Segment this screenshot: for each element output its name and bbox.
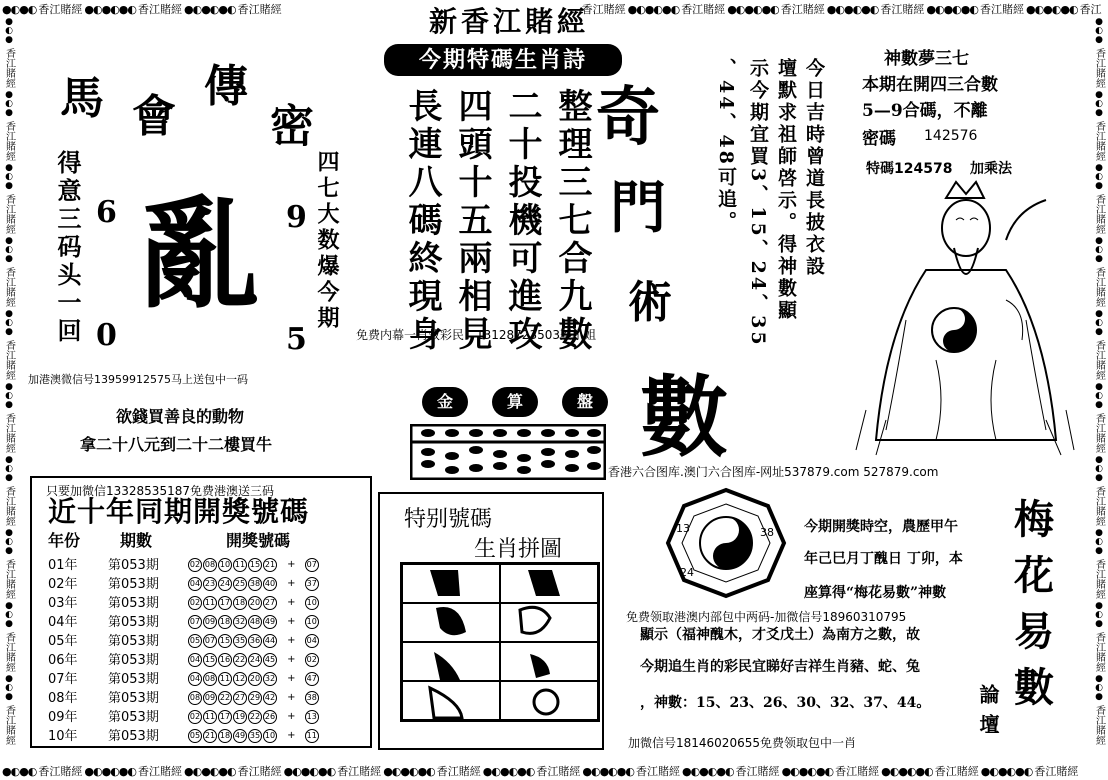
number-left-bottom: 0: [96, 318, 117, 353]
side-char-shu: 術: [628, 277, 672, 328]
row-balls: [184, 630, 324, 649]
meihua-text5: 今期追生肖的彩民宜睇好吉祥生肖豬、蛇、兔: [640, 659, 920, 675]
row-period: 第053期: [108, 710, 159, 725]
meihua-text6: ，神數：15、23、26、30、32、37、44。: [640, 695, 931, 711]
number-ball: 35: [248, 729, 262, 743]
number-ball: 15: [248, 558, 262, 572]
number-ball: 49: [263, 615, 277, 629]
calli-char-hui: 會: [132, 91, 176, 142]
border-label: 香江賭經: [1093, 705, 1105, 745]
number-ball: 44: [263, 634, 277, 648]
border-label: 香江賭經: [780, 3, 825, 16]
abacus-label-row: [410, 382, 620, 422]
plus-sign: +: [284, 653, 299, 665]
calli-char-chuan: 傳: [204, 61, 248, 112]
top-border: ●◐●◐ 香江賭經 ●◐●◐●◐ 香江賭經 ●◐●◐●◐ 香江賭經 香江賭經 ●◐●◐●◐ 香江賭經 ●◐●◐●◐ 香江賭經 ●◐●◐●◐ 香江賭經 ●◐●◐●◐ 香江賭經 ●◐●◐●◐ 香江: [2, 2, 1102, 16]
table-row: [44, 554, 324, 573]
border-label: 香江賭經: [138, 3, 182, 16]
border-label: 香江賭經: [1093, 121, 1105, 161]
row-balls: [184, 668, 324, 687]
number-ball: 04: [188, 577, 202, 591]
number-ball: 32: [233, 615, 247, 629]
number-right-top: 9: [286, 200, 307, 235]
number-ball: 07: [203, 634, 217, 648]
plus-sign: +: [284, 596, 299, 608]
plus-sign: +: [284, 558, 299, 570]
row-year: 03年: [48, 596, 78, 611]
border-label: 香江賭經: [835, 765, 880, 778]
message-column-1: 今日吉時曾道長披衣設: [803, 58, 825, 278]
row-year: 09年: [48, 710, 78, 725]
border-label: 香江賭經: [3, 194, 15, 234]
number-ball: 23: [203, 577, 217, 591]
poem-column-3: 四頭十五兩相見: [452, 88, 492, 354]
page-title: 新香江賭經: [428, 5, 589, 38]
number-ball: 18: [218, 729, 232, 743]
number-ball: 18: [218, 615, 232, 629]
bagua-diagram: [664, 486, 788, 600]
number-ball: 02: [188, 710, 202, 724]
number-ball: 10: [218, 558, 232, 572]
message-column-4: 、44、48可追。: [715, 58, 737, 233]
lottery-table: [44, 554, 324, 744]
border-label: 香江賭經: [3, 267, 15, 307]
right-border: ● ◐ ● 香江賭經 ● ◐ ● 香江賭經 ● ◐ ● 香江賭經 ● ◐ ● 香江賭經 ● ◐ ● 香江賭經 ● ◐ ● 香江賭經 ● ◐ ● 香江賭經 ● ◐ ● 香江賭經 ● ◐ ● 香江賭經 ● ◐ ● 香江賭經: [1093, 18, 1105, 745]
border-label: 香江賭經: [237, 3, 282, 16]
number-ball: 08: [203, 672, 217, 686]
poem-column-4: 長連八碼終現身: [402, 88, 442, 354]
number-ball: 27: [233, 691, 247, 705]
table-row: [44, 649, 324, 668]
number-ball: 15: [218, 634, 232, 648]
border-label: 香江賭經: [1093, 267, 1105, 307]
lottery-contact-text: 只要加微信13328535187免费港澳送三码: [46, 484, 274, 498]
row-balls: [184, 592, 324, 611]
border-label: 香江賭經: [3, 340, 15, 380]
bagua-number: 13: [676, 522, 690, 535]
border-label: 香江賭經: [735, 765, 780, 778]
number-ball: 08: [203, 558, 217, 572]
number-ball: 04: [188, 653, 202, 667]
right-vertical-text: 四七大数爆今期: [314, 150, 340, 332]
border-label: 香江賭經: [38, 3, 83, 16]
meihua-contact: 加微信号18146020655免费领取包中一肖: [628, 736, 856, 750]
row-balls: [184, 706, 324, 725]
abacus-label: 盤: [562, 387, 608, 417]
plus-sign: +: [284, 577, 299, 589]
meihua-text1: 今期開獎時空，農歷甲午: [804, 519, 958, 535]
shenshu-line3: 5—9合碼，不離: [862, 101, 988, 121]
number-ball: 49: [233, 729, 247, 743]
message-column-2: 壇默求祖師啓示。得神數顯: [775, 58, 797, 322]
number-right-bottom: 5: [286, 322, 307, 357]
poem-subtitle: 今期特碼生肖詩: [384, 44, 622, 76]
row-period: 第053期: [108, 653, 159, 668]
row-year: 06年: [48, 653, 78, 668]
number-ball: 29: [248, 691, 262, 705]
number-ball: 48: [248, 615, 262, 629]
number-ball: 21: [263, 558, 277, 572]
row-balls: [184, 573, 324, 592]
left-border: ● ◐ ● 香江賭經 ● ◐ ● 香江賭經 ● ◐ ● 香江賭經 ● ◐ ● 香江賭經 ● ◐ ● 香江賭經 ● ◐ ● 香江賭經 ● ◐ ● 香江賭經 ● ◐ ● 香江賭經 ● ◐ ● 香江賭經 ● ◐ ● 香江賭經: [3, 18, 15, 745]
meihua-char-yi: 易: [1014, 608, 1054, 655]
meihua-sig: 論壇: [976, 684, 1000, 744]
border-label: 香江賭經: [1093, 632, 1105, 672]
number-ball: 40: [263, 577, 277, 591]
row-year: 02年: [48, 577, 78, 592]
row-period: 第053期: [108, 691, 159, 706]
special-ball: 13: [305, 710, 319, 724]
bagua-number: 38: [760, 526, 774, 539]
border-label: 香江賭經: [3, 413, 15, 453]
shenshu-line4: 密碼: [862, 129, 896, 149]
border-label: 香江賭經: [38, 765, 83, 778]
row-balls: [184, 687, 324, 706]
special-ball: 38: [305, 691, 319, 705]
border-label: 香江賭經: [1093, 486, 1105, 526]
border-label: 香江賭經: [979, 3, 1024, 16]
shenshu-line1: 神數夢三七: [884, 49, 969, 69]
riddle-line2: 拿二十八元到二十二樓買牛: [80, 435, 273, 454]
calli-char-ma: 馬: [60, 73, 104, 124]
row-period: 第053期: [108, 596, 159, 611]
table-row: [44, 573, 324, 592]
bagua-number: 24: [680, 566, 694, 579]
border-label: 香江賭經: [635, 765, 680, 778]
border-label: 香江賭經: [934, 765, 979, 778]
border-label: 香江賭經: [880, 3, 925, 16]
bottom-border: ●◐●◐ 香江賭經 ●◐●◐●◐ 香江賭經 ●◐●◐●◐ 香江賭經 ●◐●◐●◐ 香江賭經 ●◐●◐●◐ 香江賭經 ●◐●◐●◐ 香江賭經 ●◐●◐●◐ 香江賭經 ●◐●◐●◐ 香江賭經 ●◐●◐●◐ 香江賭經 ●◐●◐●◐ 香江賭經 ●◐●◐●◐ 香江賭經: [2, 764, 1079, 778]
border-label: 香江賭經: [1093, 559, 1105, 599]
special-ball: 37: [305, 577, 319, 591]
number-ball: 22: [218, 691, 232, 705]
number-ball: 10: [263, 729, 277, 743]
zodiac-puzzle-pieces: [400, 562, 600, 722]
number-ball: 11: [203, 710, 217, 724]
table-row: [44, 611, 324, 630]
border-label: 香江賭經: [138, 765, 182, 778]
special-ball: 11: [305, 729, 319, 743]
special-ball: 04: [305, 634, 319, 648]
row-year: 08年: [48, 691, 78, 706]
number-ball: 05: [188, 729, 202, 743]
plus-sign: +: [284, 634, 299, 646]
border-label: 香江賭經: [3, 48, 15, 88]
number-ball: 12: [233, 672, 247, 686]
side-char-shu2: 數: [640, 365, 729, 469]
free-contact-text: 免费内幕一肖救彩民：13128723503蔡小姐: [356, 328, 596, 342]
number-ball: 36: [248, 634, 262, 648]
special-ball: 10: [305, 596, 319, 610]
number-ball: 15: [203, 653, 217, 667]
row-year: 05年: [48, 634, 78, 649]
border-label: 香江賭經: [3, 486, 15, 526]
border-label: 香江賭經: [3, 559, 15, 599]
row-period: 第053期: [108, 615, 159, 630]
side-char-qi: 奇: [596, 80, 660, 155]
number-ball: 07: [188, 615, 202, 629]
border-label: 香江賭經: [436, 765, 481, 778]
poem-column-2: 二十投機可進攻: [502, 88, 542, 354]
shenshu-line5b: 加乘法: [970, 161, 1012, 177]
row-year: 10年: [48, 729, 78, 744]
abacus-graphic: [410, 424, 606, 480]
row-balls: [184, 725, 324, 744]
row-period: 第053期: [108, 672, 159, 687]
table-row: [44, 630, 324, 649]
meihua-char-mei: 梅: [1014, 496, 1054, 543]
row-year: 01年: [48, 558, 78, 573]
number-ball: 27: [263, 596, 277, 610]
puzzle-title1: 特别號碼: [404, 507, 493, 532]
side-char-men: 門: [610, 175, 666, 241]
taoist-figure-illustration: [846, 180, 1080, 460]
number-left-top: 6: [96, 195, 117, 230]
poem-column-1: 整理三七合九數: [552, 88, 592, 354]
message-column-3: 示今期宜買3、15、24、35: [747, 58, 769, 348]
border-label: 香江賭經: [1034, 765, 1079, 778]
row-period: 第053期: [108, 729, 159, 744]
number-ball: 32: [263, 672, 277, 686]
header-period: 期數: [120, 531, 153, 550]
number-ball: 18: [233, 596, 247, 610]
special-ball: 47: [305, 672, 319, 686]
number-ball: 08: [188, 691, 202, 705]
special-ball: 02: [305, 653, 319, 667]
header-year: 年份: [48, 531, 81, 550]
meihua-text2: 年己巳月丁醜日 丁卯，本: [804, 551, 963, 567]
number-ball: 21: [203, 729, 217, 743]
calli-char-mi: 密: [270, 101, 314, 152]
row-year: 07年: [48, 672, 78, 687]
border-label: 香江賭經: [1093, 413, 1105, 453]
abacus-label: 算: [492, 387, 538, 417]
abacus-label: 金: [422, 387, 468, 417]
border-label: 香江賭經: [536, 765, 581, 778]
plus-sign: +: [284, 615, 299, 627]
row-period: 第053期: [108, 577, 159, 592]
number-ball: 05: [188, 634, 202, 648]
number-ball: 24: [248, 653, 262, 667]
row-balls: [184, 611, 324, 630]
center-glyph: 亂: [140, 184, 260, 325]
lottery-title: 近十年同期開獎號碼: [48, 495, 310, 528]
table-row: [44, 725, 324, 744]
shenshu-code: 142576: [924, 128, 978, 144]
number-ball: 17: [218, 596, 232, 610]
plus-sign: +: [284, 729, 299, 741]
site-url-text: 香港六合图库.澳门六合图库-网址537879.com 527879.com: [608, 465, 939, 479]
number-ball: 16: [218, 653, 232, 667]
left-vertical-text: 得意三码头一回: [53, 150, 82, 346]
meihua-text4: 顯示（福神醜木，才爻戊土）為南方之數，故: [640, 627, 920, 643]
number-ball: 19: [233, 710, 247, 724]
border-label: 香江: [1079, 3, 1102, 16]
plus-sign: +: [284, 691, 299, 703]
meihua-char-hua: 花: [1014, 552, 1054, 599]
table-row: [44, 687, 324, 706]
left-contact-text: 加港澳微信号13959912575马上送包中一码: [28, 373, 248, 386]
row-year: 04年: [48, 615, 78, 630]
number-ball: 02: [188, 558, 202, 572]
number-ball: 09: [203, 691, 217, 705]
row-balls: [184, 554, 324, 573]
number-ball: 24: [218, 577, 232, 591]
puzzle-title2: 生肖拼圖: [474, 537, 563, 562]
plus-sign: +: [284, 710, 299, 722]
number-ball: 11: [233, 558, 247, 572]
meihua-overlay-contact: 免费领取港澳内部包中两码-加微信号18960310795: [626, 610, 907, 624]
border-label: 香江賭經: [1093, 194, 1105, 234]
number-ball: 35: [233, 634, 247, 648]
border-label: 香江賭經: [581, 3, 626, 16]
meihua-text3: 座算得“梅花易數”神數: [804, 585, 947, 601]
table-row: [44, 592, 324, 611]
number-ball: 42: [263, 691, 277, 705]
special-ball: 10: [305, 615, 319, 629]
number-ball: 38: [248, 577, 262, 591]
border-label: 香江賭經: [337, 765, 382, 778]
number-ball: 25: [233, 577, 247, 591]
number-ball: 45: [263, 653, 277, 667]
number-ball: 11: [203, 596, 217, 610]
table-row: [44, 668, 324, 687]
special-ball: 07: [305, 558, 319, 572]
number-ball: 17: [218, 710, 232, 724]
border-label: 香江賭經: [1093, 340, 1105, 380]
meihua-char-shu: 數: [1014, 664, 1054, 711]
border-label: 香江賭經: [237, 765, 282, 778]
row-period: 第053期: [108, 558, 159, 573]
plus-sign: +: [284, 672, 299, 684]
number-ball: 20: [248, 672, 262, 686]
border-label: 香江賭經: [1093, 48, 1105, 88]
border-label: 香江賭經: [3, 705, 15, 745]
number-ball: 22: [248, 710, 262, 724]
number-ball: 09: [203, 615, 217, 629]
number-ball: 04: [188, 672, 202, 686]
row-period: 第053期: [108, 634, 159, 649]
row-balls: [184, 649, 324, 668]
number-ball: 11: [218, 672, 232, 686]
number-ball: 26: [263, 710, 277, 724]
number-ball: 20: [248, 596, 262, 610]
number-ball: 22: [233, 653, 247, 667]
header-numbers: 開獎號碼: [226, 531, 291, 550]
border-label: 香江賭經: [3, 632, 15, 672]
border-label: 香江賭經: [3, 121, 15, 161]
shenshu-line2: 本期在開四三合數: [862, 75, 998, 95]
border-label: 香江賭經: [681, 3, 726, 16]
table-row: [44, 706, 324, 725]
shenshu-line5: 特碼124578: [866, 161, 953, 177]
number-ball: 02: [188, 596, 202, 610]
riddle-line1: 欲錢買善良的動物: [116, 407, 245, 426]
